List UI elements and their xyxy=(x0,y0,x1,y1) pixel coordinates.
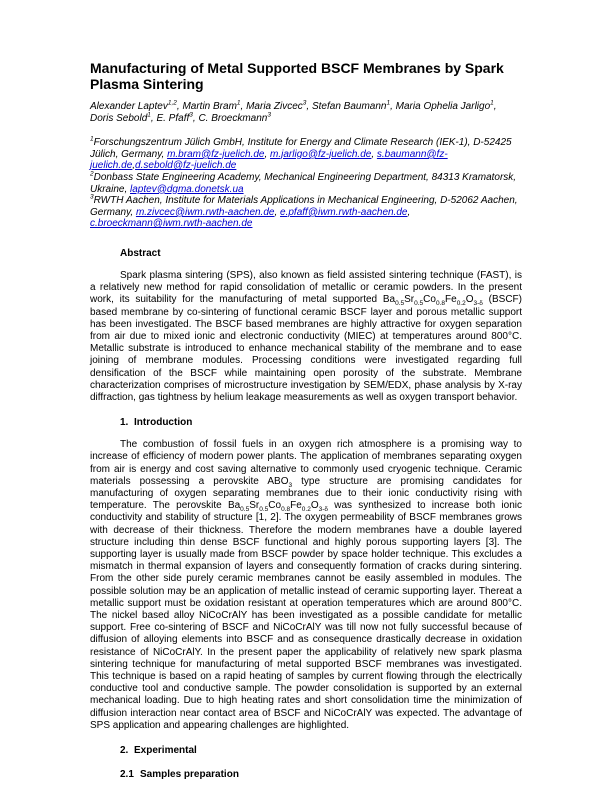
affiliation-text: Forschungszentrum Jülich GmbH, Institute for Energy and Climate Research (IEK-1), D-52425 Jülich, Germany, xyxy=(90,137,512,160)
author-affiliation-superscript: 1,2 xyxy=(167,99,177,107)
author-separator: , xyxy=(493,101,497,112)
email-link[interactable]: laptev@dgma.donetsk.ua xyxy=(130,183,244,195)
intro-text-part3: was synthesized to increase both ionic conductivity and stability of structure [1, 2]. The oxygen permeability of BSCF membranes grows with decrease of their thickness. Therefore the modern membranes have a double layered structure including thin dense BSCF functional and highly porous supporting layers [3]. The supporting layer is usually made from BSCF powder by space holder technique. This excludes a mismatch in thermal expansion of layers and consequently formation of cracks during sintering. From the other side purely ceramic membranes cannot be easily assembled in modules. The possible solution may be an application of metallic instead of ceramic supporting layer. Thereat a metallic support must be oxidation resistant at operation temperatures which are around 800°C. The nickel based alloy NiCoCrAlY has been investigated as a possible candidate for metallic support. Free co-sintering of BSCF and NiCoCrAlY was till now not fully successful because of diffusion of alloying elements into BSCF and as consequence drastically decrease in oxidation resistance of NiCoCrAlY. In the present paper the applicability of relatively new spark plasma sintering technique for manufacturing of metal supported BSCF membranes was investigated. This technique is based on a rapid heating of samples by current flowing through the electrically conductive tool and conductive sample. The powder consolidation is supported by an external mechanical loading. Due to high heating rates and short consolidation time the minimization of diffusion interaction near contact area of BSCF and NiCoCrAlY was expected. The advantage of SPS application and appearing challenges are highlighted. xyxy=(90,500,522,731)
email-separator: , xyxy=(264,148,271,160)
email-separator: , xyxy=(132,160,136,172)
author xyxy=(156,113,198,124)
author-affiliation-superscript: 1 xyxy=(236,99,241,107)
author-name: E. Pfaff xyxy=(156,112,190,124)
author-separator: , xyxy=(240,101,247,112)
author-separator: , xyxy=(390,101,396,112)
section-title: Samples preparation xyxy=(140,769,239,781)
email-link[interactable]: m.zivcec@iwm.rwth-aachen.de xyxy=(135,206,275,218)
author-affiliation-superscript: 3 xyxy=(302,99,307,107)
abstract-heading: Abstract xyxy=(120,247,161,259)
author-separator: , xyxy=(192,112,199,124)
bscf-chemical-formula: $Ba_{0.5}Sr_{0.5}Co_{0.8}Fe_{0.2}O_{3-\delta}$ xyxy=(227,500,329,514)
email-link[interactable]: d.sebold@fz-juelich.de xyxy=(135,160,237,172)
email-separator: , xyxy=(407,206,411,218)
affiliation-2 xyxy=(90,172,522,195)
intro-text-part1: The combustion of fossil fuels in an oxygen rich atmosphere is a promising way to increase of efficiency of modern power plants. The application of membranes separating oxygen from air is energy and cost saving alternative to commonly used cryogenic technique. Ceramic materials possessing a perovskite xyxy=(90,439,522,487)
email-link[interactable]: e.pfaff@iwm.rwth-aachen.de xyxy=(280,206,408,218)
bscf-chemical-formula: $Ba_{0.5}Sr_{0.5}Co_{0.8}Fe_{0.2}O_{3-\delta}$ xyxy=(382,294,483,308)
email-separator: , xyxy=(371,148,377,160)
author-affiliation-superscript: 1 xyxy=(386,99,391,107)
author-name: Maria Zivcec xyxy=(246,101,303,112)
author-separator: , xyxy=(150,112,157,124)
section-heading-introduction xyxy=(120,417,522,428)
section-heading-samples-preparation xyxy=(120,769,522,780)
author-affiliation-superscript: 3 xyxy=(189,111,193,119)
email-link[interactable]: m.jarligo@fz-juelich.de xyxy=(270,148,372,160)
author-affiliation-superscript: 1 xyxy=(147,111,151,119)
author xyxy=(312,101,396,112)
author-name: Stefan Baumann xyxy=(311,101,387,112)
affiliation-list xyxy=(90,137,522,230)
section-number: 2.1 xyxy=(120,769,134,781)
section-title: Introduction xyxy=(134,417,193,429)
author xyxy=(90,101,182,112)
author-name: Alexander Laptev xyxy=(90,101,168,112)
abstract-text-before-formula: Spark plasma sintering (SPS), also known as field assisted sintering technique (FAST), is a relatively new method for rapid consolidation of metallic or ceramic powders. In the present work, its suitability for the manufacturing of metal supported xyxy=(90,269,522,306)
abstract-paragraph xyxy=(90,270,522,404)
author-affiliation-superscript: 3 xyxy=(267,111,271,119)
email-link[interactable]: m.bram@fz-juelich.de xyxy=(167,148,265,160)
author-name: Doris Sebold xyxy=(90,112,148,124)
author-name: Maria Ophelia Jarligo xyxy=(395,101,491,112)
author-list xyxy=(90,101,522,124)
abstract-text-after-formula: (BSCF) based membrane by co-sintering of functional ceramic BSCF layer and porous metallic support has been investigated. The BSCF based membranes are highly attractive for oxygen separation from air due to mixed ionic and electronic conductivity (MIEC) at temperatures around 800°C. Metallic substrate is introduced to enhance mechanical stability of the membrane and to ease joining of membrane modules. Processing conditions were investigated regarding full densification of the BSCF while maintaining open porosity of the substrate. Membrane characterization comprises of microstructure investigation by SEM/EDX, phase analysis by X-ray diffraction, gas tightness by helium leakage measurements as well as oxygen transport behavior. xyxy=(90,294,522,403)
email-link[interactable]: c.broeckmann@iwm.rwth-aachen.de xyxy=(90,218,253,230)
author xyxy=(90,113,156,124)
email-separator: , xyxy=(274,206,281,218)
affiliation-3 xyxy=(90,195,522,230)
affiliation-marker: 3 xyxy=(90,193,94,201)
affiliation-text: Donbass State Engineering Academy, Mechanical Engineering Department, 84313 Kramatorsk, Ukraine, xyxy=(90,171,517,195)
section-heading-experimental xyxy=(120,745,522,756)
affiliation-marker: 2 xyxy=(90,170,94,178)
affiliation-text: RWTH Aachen, Institute for Materials Applications in Mechanical Engineering, D-52062 Aachen, Germany, xyxy=(90,195,518,218)
introduction-paragraph xyxy=(90,439,522,732)
section-title: Experimental xyxy=(134,745,197,757)
intro-text-part2: type structure are promising candidates for manufacturing of oxygen separating membranes due to their ionic conductivity rising with temperature. The perovskite xyxy=(90,475,522,512)
author-name: Martin Bram xyxy=(182,101,237,112)
author-separator: , xyxy=(176,101,183,112)
author-affiliation-superscript: 1 xyxy=(490,99,494,107)
author xyxy=(198,113,271,124)
author xyxy=(396,101,497,112)
author-name: C. Broeckmann xyxy=(198,112,268,124)
page-title: Manufacturing of Metal Supported BSCF Membranes by Spark Plasma Sintering xyxy=(90,60,504,92)
email-link[interactable]: s.baumann@fz-juelich.de xyxy=(90,148,448,172)
section-number: 1. xyxy=(120,417,129,429)
section-number: 2. xyxy=(120,745,129,757)
author-separator: , xyxy=(306,101,312,112)
abo3-chemical-formula: $ABO_3$ xyxy=(267,475,293,489)
affiliation-marker: 1 xyxy=(90,135,94,143)
affiliation-1 xyxy=(90,137,522,172)
author xyxy=(246,101,312,112)
